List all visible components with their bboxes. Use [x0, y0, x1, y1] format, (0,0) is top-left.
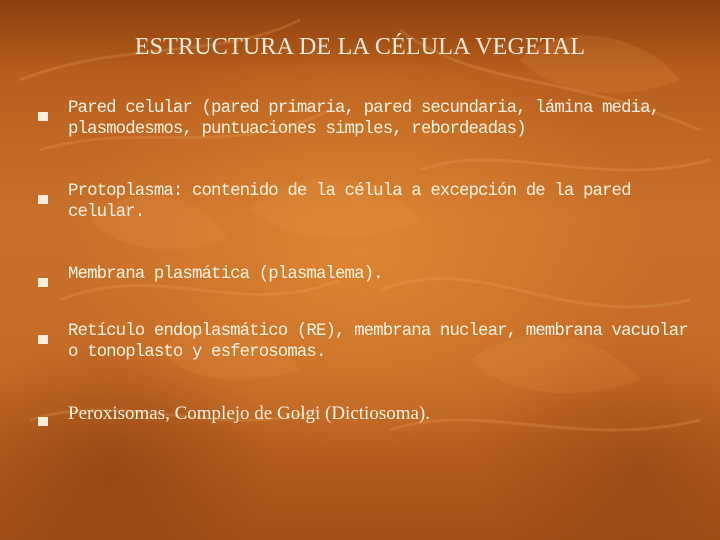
bullet-text: Retículo endoplasmático (RE), membrana nuclear, membrana vacuolar o tonoplasto y esferosomas.	[68, 322, 688, 362]
bullet-text: Peroxisomas, Complejo de Golgi (Dictiosoma).	[68, 403, 431, 424]
slide-title: ESTRUCTURA DE LA CÉLULA VEGETAL	[134, 34, 586, 60]
square-bullet-icon	[38, 335, 48, 344]
bullet-text: Protoplasma: contenido de la célula a excepción de la pared celular.	[68, 182, 631, 222]
square-bullet-icon	[38, 417, 48, 426]
square-bullet-icon	[38, 278, 48, 287]
square-bullet-icon	[38, 195, 48, 204]
bullet-item	[38, 98, 688, 140]
bullet-item	[38, 321, 688, 363]
bullet-text: Pared celular (pared primaria, pared secundaria, lámina media, plasmodesmos, puntuaciones simples, rebordeadas)	[68, 99, 660, 139]
bullet-item	[38, 264, 688, 287]
bullet-text: Membrana plasmática (plasmalema).	[68, 265, 383, 284]
square-bullet-icon	[38, 112, 48, 121]
bullet-item	[38, 181, 688, 223]
bullet-item	[38, 403, 688, 426]
